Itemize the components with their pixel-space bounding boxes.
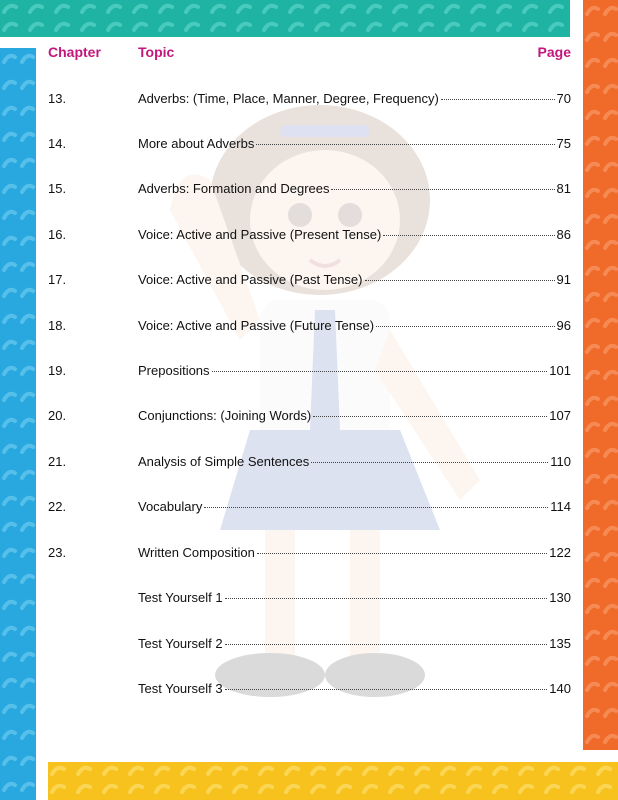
toc-title: More about Adverbs: [138, 136, 255, 151]
dot-leader: [225, 689, 548, 690]
toc-title: Test Yourself 2: [138, 636, 223, 651]
dot-leader: [204, 507, 548, 508]
toc-page-number: 135: [549, 636, 571, 651]
toc-row: [0, 363, 618, 381]
toc-title: Analysis of Simple Sentences: [138, 454, 310, 469]
toc-page-number: 81: [556, 181, 571, 196]
toc-title: Written Composition: [138, 545, 255, 560]
toc-row: [0, 499, 618, 517]
top-decorative-band: [0, 0, 570, 37]
header-chapter: Chapter: [48, 44, 101, 60]
toc-title: Adverbs: Formation and Degrees: [138, 181, 330, 196]
header-page: Page: [537, 44, 571, 60]
dot-leader: [383, 235, 554, 236]
toc-title: Adverbs: (Time, Place, Manner, Degree, Frequency): [138, 91, 439, 106]
toc-chapter-number: 21.: [48, 454, 67, 469]
toc-title: Test Yourself 3: [138, 681, 223, 696]
toc-page-number: 86: [556, 227, 571, 242]
toc-row: [0, 454, 618, 472]
dot-leader: [331, 189, 554, 190]
toc-title: Vocabulary: [138, 499, 203, 514]
toc-row: [0, 227, 618, 245]
bottom-decorative-band: [48, 762, 618, 800]
toc-title: Voice: Active and Passive (Future Tense): [138, 318, 375, 333]
toc-page-number: 114: [550, 499, 571, 514]
toc-chapter-number: 17.: [48, 272, 67, 287]
dot-leader: [441, 99, 555, 100]
dot-leader: [225, 644, 548, 645]
toc-page-number: 70: [556, 91, 571, 106]
toc-title: Voice: Active and Passive (Past Tense): [138, 272, 363, 287]
toc-chapter-number: 23.: [48, 545, 67, 560]
toc-row: [0, 545, 618, 563]
toc-chapter-number: 20.: [48, 408, 67, 423]
toc-header: [0, 44, 618, 64]
toc-page-number: 110: [550, 454, 571, 469]
dot-leader: [225, 598, 548, 599]
toc-page-number: 107: [549, 408, 571, 423]
toc-page-number: 96: [556, 318, 571, 333]
toc-chapter-number: 13.: [48, 91, 67, 106]
dot-leader: [256, 144, 554, 145]
top-band-pattern: [0, 0, 570, 37]
toc-row: [0, 681, 618, 699]
toc-chapter-number: 18.: [48, 318, 67, 333]
toc-row: [0, 318, 618, 336]
toc-title: Prepositions: [138, 363, 210, 378]
toc-page-number: 101: [549, 363, 571, 378]
toc-title: Conjunctions: (Joining Words): [138, 408, 312, 423]
dot-leader: [365, 280, 555, 281]
toc-chapter-number: 16.: [48, 227, 67, 242]
dot-leader: [376, 326, 554, 327]
toc-page-number: 75: [556, 136, 571, 151]
toc-row: [0, 636, 618, 654]
toc-chapter-number: 22.: [48, 499, 67, 514]
toc-row: [0, 590, 618, 608]
toc-title: Test Yourself 1: [138, 590, 223, 605]
toc-row: [0, 408, 618, 426]
dot-leader: [257, 553, 547, 554]
bottom-band-pattern: [48, 762, 618, 800]
toc-row: [0, 136, 618, 154]
toc-chapter-number: 14.: [48, 136, 67, 151]
dot-leader: [311, 462, 548, 463]
toc-chapter-number: 19.: [48, 363, 67, 378]
toc-page-number: 122: [549, 545, 571, 560]
toc-page-number: 91: [556, 272, 571, 287]
toc-chapter-number: 15.: [48, 181, 67, 196]
toc-page-number: 130: [549, 590, 571, 605]
toc-title: Voice: Active and Passive (Present Tense): [138, 227, 382, 242]
toc-row: [0, 272, 618, 290]
dot-leader: [313, 416, 547, 417]
toc-page-number: 140: [549, 681, 571, 696]
dot-leader: [212, 371, 548, 372]
toc-row: [0, 91, 618, 109]
toc-row: [0, 181, 618, 199]
header-topic: Topic: [138, 44, 175, 60]
